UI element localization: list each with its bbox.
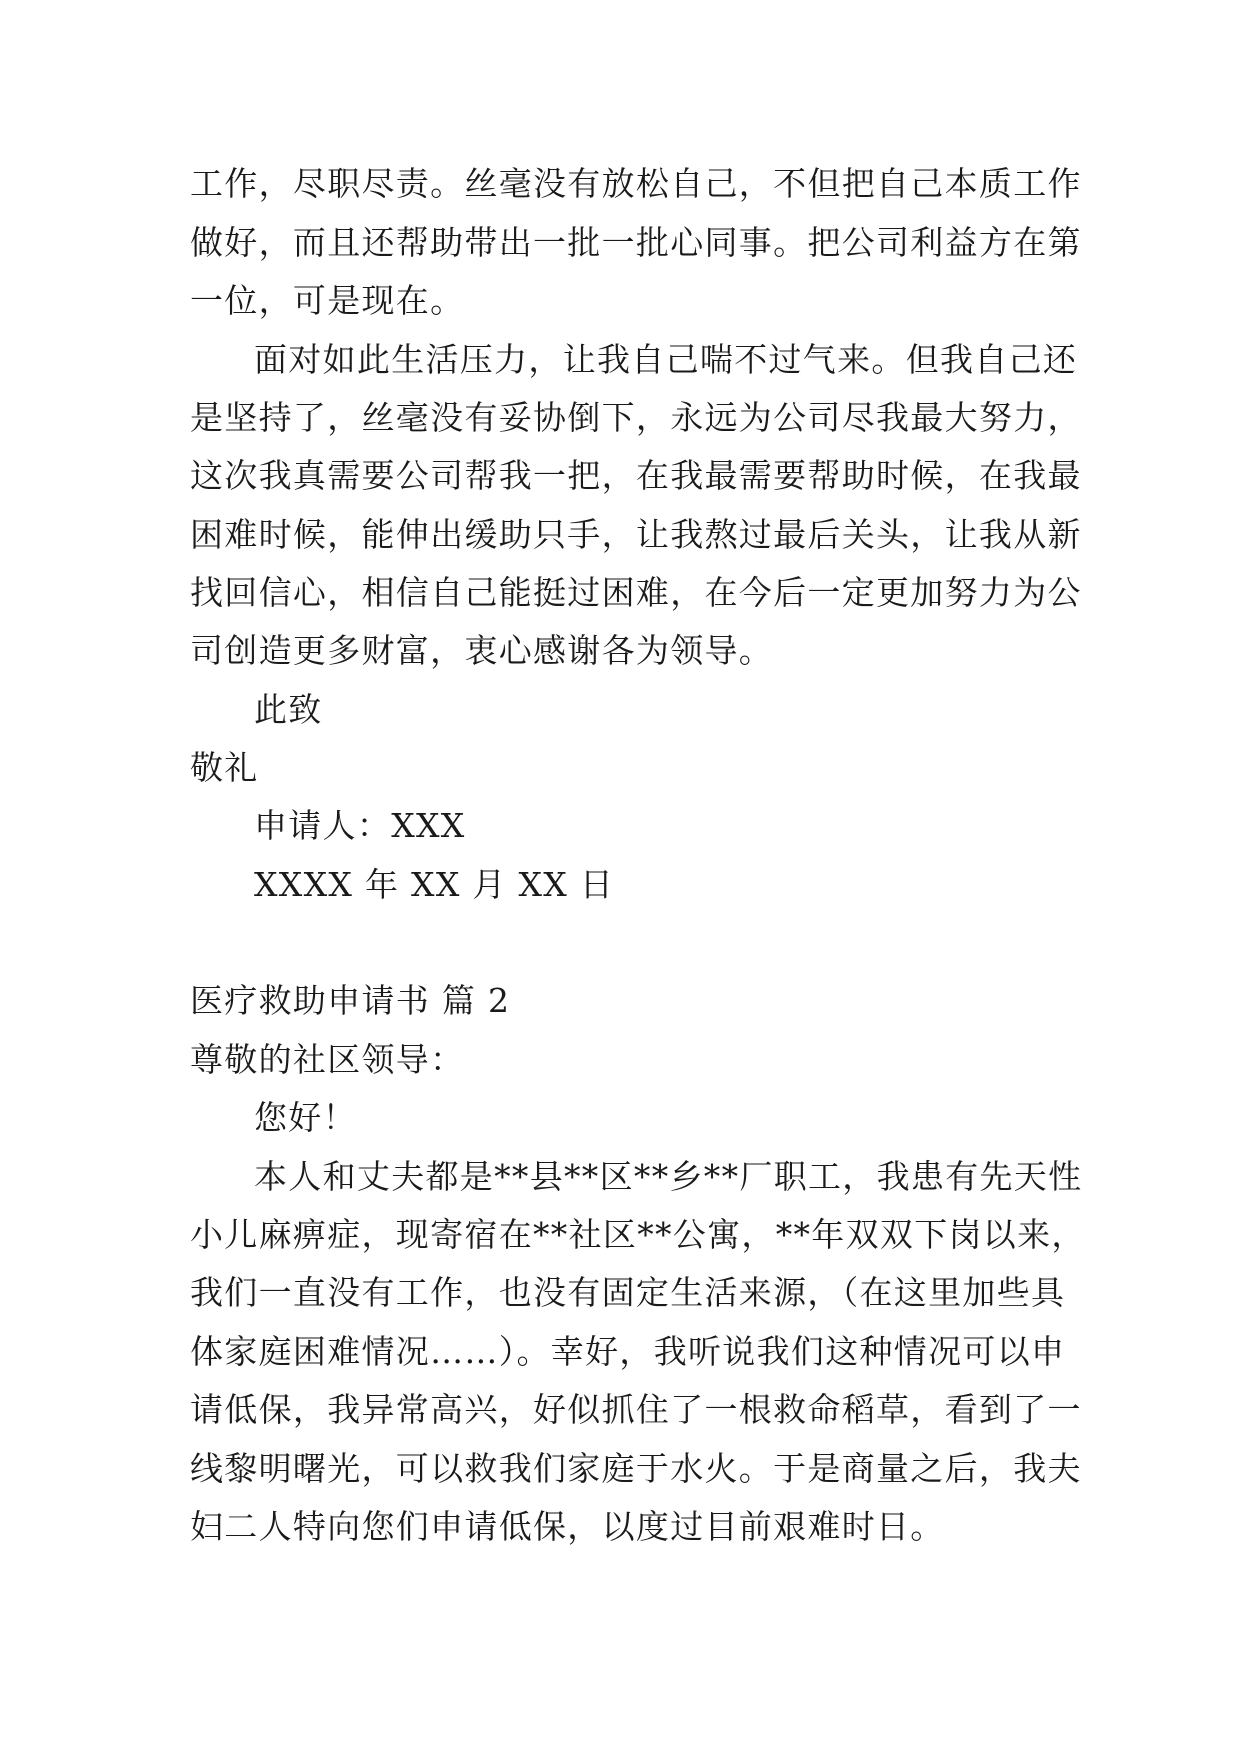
paragraph-1-line-3: 一位，可是现在。 [190,281,465,320]
paragraph-3-line-2: 小儿麻痹症，现寄宿在**社区**公寓，**年双双下岗以来， [190,1215,1086,1254]
applicant-signature: 申请人：XXX [254,806,466,845]
salutation: 尊敬的社区领导： [190,1040,465,1079]
paragraph-3-line-1: 本人和丈夫都是**县**区**乡**厂职工，我患有先天性 [254,1157,1083,1196]
paragraph-3-line-7: 妇二人特向您们申请低保，以度过目前艰难时日。 [190,1507,945,1546]
paragraph-2-line-1: 面对如此生活压力，让我自己喘不过气来。但我自己还 [254,340,1078,379]
paragraph-1-line-1: 工作，尽职尽责。丝毫没有放松自己，不但把自己本质工作 [190,164,1082,203]
paragraph-2-line-2: 是坚持了，丝毫没有妥协倒下，永远为公司尽我最大努力， [190,398,1082,437]
closing-jing-li: 敬礼 [190,748,259,787]
paragraph-3-line-5: 请低保，我异常高兴，好似抓住了一根救命稻草，看到了一 [190,1390,1082,1429]
signature-date: XXXX 年 XX 月 XX 日 [254,865,615,904]
paragraph-2-line-6: 司创造更多财富，衷心感谢各为领导。 [190,631,774,670]
paragraph-2-line-4: 困难时候，能伸出缓助只手，让我熬过最后关头，让我从新 [190,515,1082,554]
paragraph-3-line-6: 线黎明曙光，可以救我们家庭于水火。于是商量之后，我夫 [190,1449,1082,1488]
paragraph-2-line-3: 这次我真需要公司帮我一把，在我最需要帮助时候，在我最 [190,456,1082,495]
greeting: 您好！ [254,1098,357,1137]
paragraph-1-line-2: 做好，而且还帮助带出一批一批心同事。把公司利益方在第 [190,223,1082,262]
section-title: 医疗救助申请书 篇 2 [190,981,511,1020]
paragraph-3-line-4: 体家庭困难情况……）。幸好，我听说我们这种情况可以申 [190,1332,1066,1371]
closing-ci-zhi: 此致 [254,690,323,729]
paragraph-3-line-3: 我们一直没有工作，也没有固定生活来源，（在这里加些具 [190,1273,1066,1312]
paragraph-2-line-5: 找回信心，相信自己能挺过困难，在今后一定更加努力为公 [190,573,1082,612]
